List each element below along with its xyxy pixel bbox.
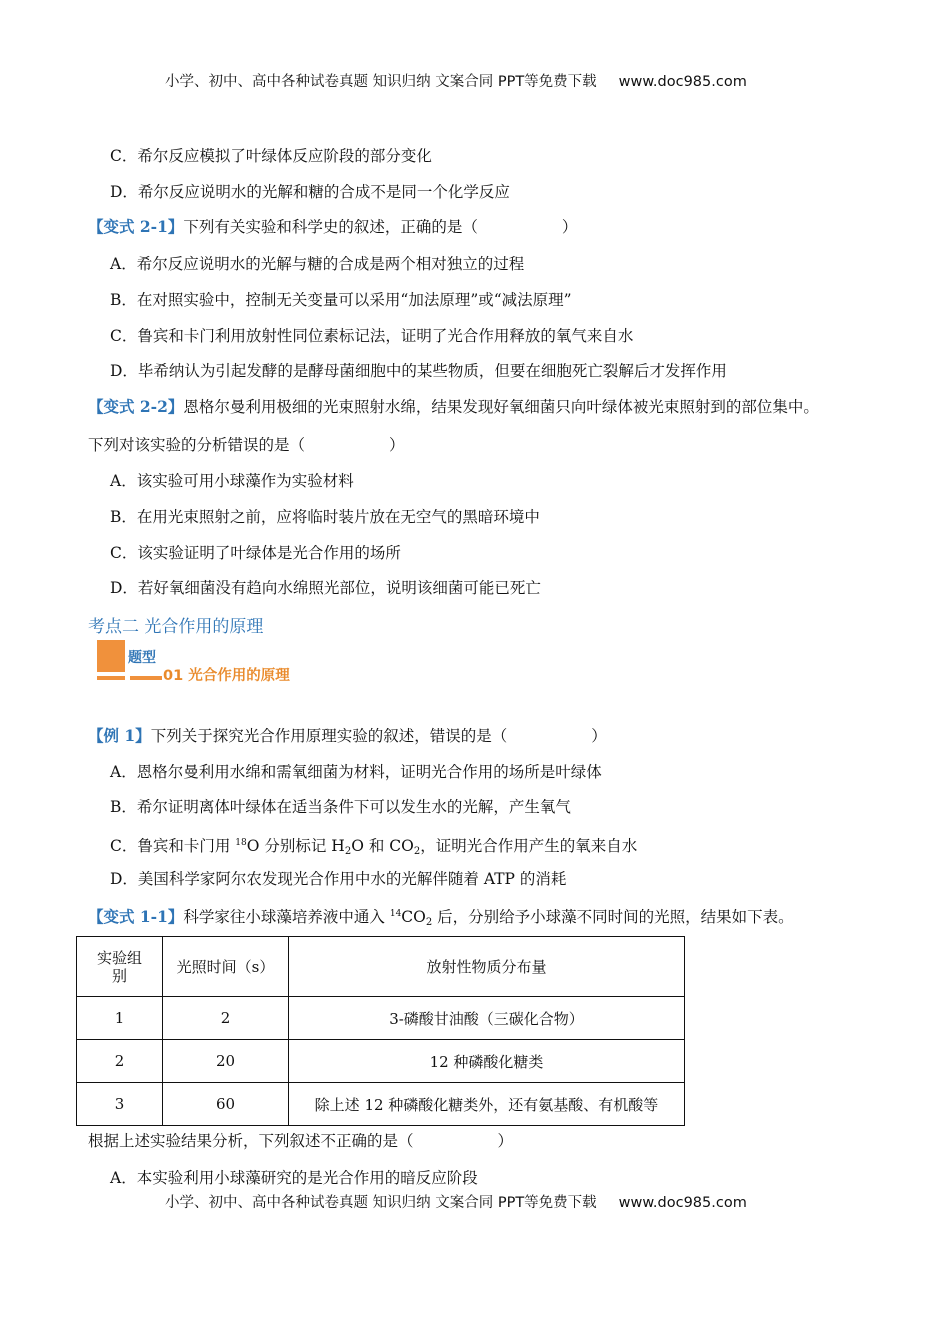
question-text: 下列对该实验的分析错误的是（ xyxy=(88,436,306,454)
question-2-1-stem xyxy=(88,217,577,237)
option-text: O 和 CO xyxy=(351,837,414,855)
table-cell: 除上述 12 种磷酸化糖类外，还有氨基酸、有机酸等 xyxy=(289,1083,685,1126)
table-row xyxy=(77,997,685,1040)
option-a: A．本实验利用小球藻研究的是光合作用的暗反应阶段 xyxy=(110,1169,478,1187)
option-text: C．鲁宾和卡门用 xyxy=(110,837,236,855)
page-header xyxy=(165,70,747,91)
paren-close: ） xyxy=(389,436,405,454)
option-b: B．希尔证明离体叶绿体在适当条件下可以发生水的光解，产生氧气 xyxy=(110,798,571,816)
question-text: 下列有关实验和科学史的叙述，正确的是（ xyxy=(183,218,478,236)
superscript: 14 xyxy=(389,909,402,919)
question-text: 恩格尔曼利用极细的光束照射水绵，结果发现好氧细菌只向叶绿体被光束照射到的部位集中。 xyxy=(183,398,819,416)
example-1-stem xyxy=(88,726,607,746)
option-c: C．鲁宾和卡门利用放射性同位素标记法，证明了光合作用释放的氧气来自水 xyxy=(110,327,634,345)
paren-close: ） xyxy=(591,727,607,745)
option-a: A．该实验可用小球藻作为实验材料 xyxy=(110,472,354,490)
table-row xyxy=(77,1083,685,1126)
option-a: A．希尔反应说明水的光解与糖的合成是两个相对独立的过程 xyxy=(110,255,525,273)
subscript: 2 xyxy=(413,846,421,857)
question-tag: 【变式 1-1】 xyxy=(88,907,184,926)
subscript: 2 xyxy=(344,846,352,857)
option-c: C．该实验证明了叶绿体是光合作用的场所 xyxy=(110,544,401,562)
question-text: 下列关于探究光合作用原理实验的叙述，错误的是（ xyxy=(150,727,508,745)
question-2-2-stem xyxy=(88,397,819,417)
section-title: 考点二 光合作用的原理 xyxy=(88,617,264,637)
question-text: 后，分别给予小球藻不同时间的光照，结果如下表。 xyxy=(432,908,794,926)
badge-block-icon xyxy=(97,640,125,672)
question-tag: 【变式 2-2】 xyxy=(88,397,184,416)
option-c xyxy=(110,833,637,862)
badge-underline xyxy=(97,676,125,680)
header-text: 小学、初中、高中各种试卷真题 知识归纳 文案合同 PPT等免费下载 xyxy=(165,74,597,90)
option-text: ，证明光合作用产生的氧来自水 xyxy=(420,837,638,855)
footer-url[interactable]: www.doc985.com xyxy=(618,1195,747,1211)
badge-underline xyxy=(130,676,162,680)
option-d: D．若好氧细菌没有趋向水绵照光部位，说明该细菌可能已死亡 xyxy=(110,579,541,597)
question-tag: 【变式 2-1】 xyxy=(88,217,184,236)
table-cell: 20 xyxy=(163,1040,289,1083)
prev-option-c: C．希尔反应模拟了叶绿体反应阶段的部分变化 xyxy=(110,147,432,165)
question-text: CO xyxy=(401,908,426,926)
table-cell: 1 xyxy=(77,997,163,1040)
badge-label: 题型 xyxy=(128,650,156,666)
option-a: A．恩格尔曼利用水绵和需氧细菌为材料，证明光合作用的场所是叶绿体 xyxy=(110,763,602,781)
footer-text: 小学、初中、高中各种试卷真题 知识归纳 文案合同 PPT等免费下载 xyxy=(165,1195,597,1211)
question-text: 科学家往小球藻培养液中通入 xyxy=(183,908,390,926)
table-cell: 2 xyxy=(163,997,289,1040)
page-footer xyxy=(165,1191,747,1212)
table-header-row xyxy=(77,937,685,997)
badge-subtitle: 01 光合作用的原理 xyxy=(163,668,290,684)
table-cell: 3 xyxy=(77,1083,163,1126)
results-table xyxy=(76,936,685,1126)
header-url[interactable]: www.doc985.com xyxy=(618,74,747,90)
option-b: B．在用光束照射之前，应将临时装片放在无空气的黑暗环境中 xyxy=(110,508,540,526)
prev-option-d: D．希尔反应说明水的光解和糖的合成不是同一个化学反应 xyxy=(110,183,510,201)
option-text: O 分别标记 H xyxy=(246,837,345,855)
table-cell: 60 xyxy=(163,1083,289,1126)
paren-close: ） xyxy=(497,1132,514,1150)
option-d: D．美国科学家阿尔农发现光合作用中水的光解伴随着 ATP 的消耗 xyxy=(110,870,567,888)
question-1-1-stem xyxy=(88,904,794,933)
table-cell: 12 种磷酸化糖类 xyxy=(289,1040,685,1083)
table-header-cell: 实验组别 xyxy=(77,937,163,997)
superscript: 18 xyxy=(235,838,247,848)
table-row xyxy=(77,1040,685,1083)
table-header-cell: 放射性物质分布量 xyxy=(289,937,685,997)
table-cell: 2 xyxy=(77,1040,163,1083)
subscript: 2 xyxy=(425,917,433,928)
table-cell: 3-磷酸甘油酸（三碳化合物） xyxy=(289,997,685,1040)
table-header-cell: 光照时间（s） xyxy=(163,937,289,997)
question-tag: 【例 1】 xyxy=(88,726,151,745)
question-2-2-stem-cont xyxy=(88,435,405,455)
question-1-1-followup xyxy=(88,1131,513,1151)
option-b: B．在对照实验中，控制无关变量可以采用“加法原理”或“减法原理” xyxy=(110,291,572,309)
question-text: 根据上述实验结果分析，下列叙述不正确的是（ xyxy=(88,1132,414,1150)
option-d: D．毕希纳认为引起发酵的是酵母菌细胞中的某些物质，但要在细胞死亡裂解后才发挥作用 xyxy=(110,362,727,380)
paren-close: ） xyxy=(561,218,578,236)
